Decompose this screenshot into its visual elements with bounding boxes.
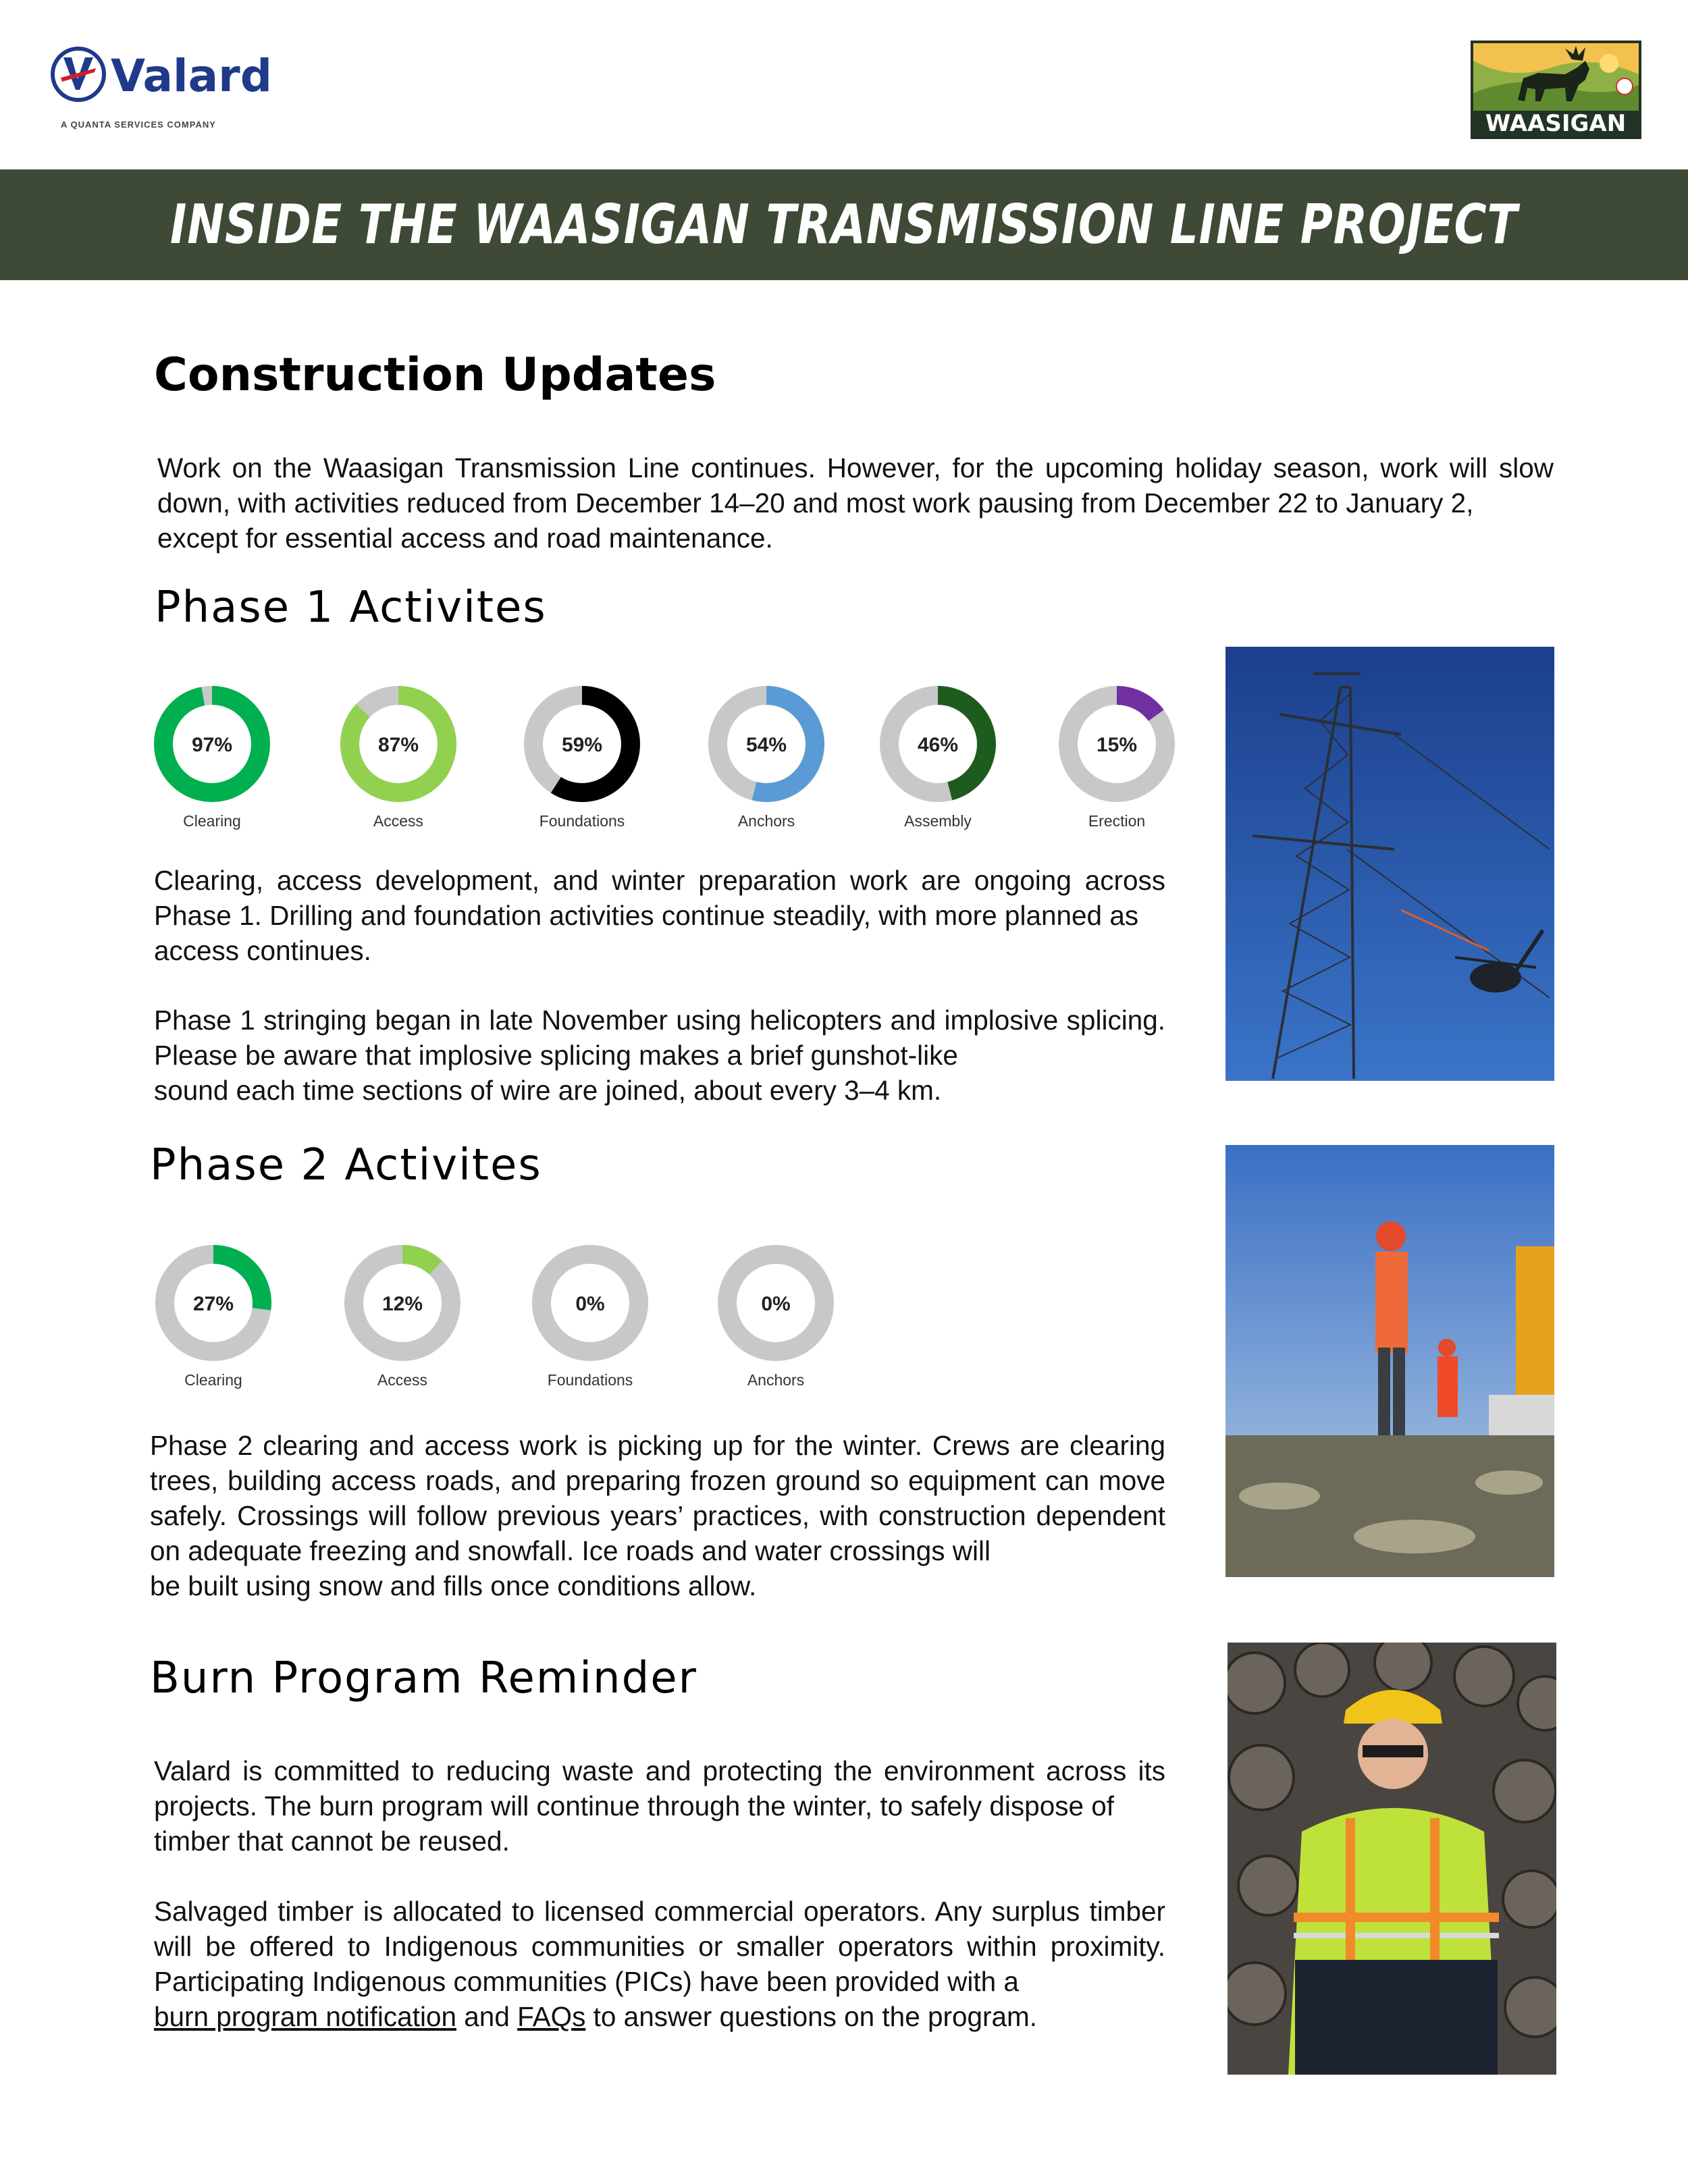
burn-paragraph-2: Salvaged timber is allocated to licensed commercial operators. Any surplus timber will be offered to Indigenous communities or smaller operators within proximity. Participating Indigenous communities (PICs) have been provided with a (154, 1896, 1165, 1997)
donut-label-foundations: Foundations (539, 812, 625, 830)
waasigan-logo (1471, 41, 1641, 139)
phase1-paragraph-2: Phase 1 stringing began in late November using helicopters and implosive splicing. Please be aware that implosive splicing makes a brief gunshot-like (154, 1005, 1165, 1071)
burn-program-heading: Burn Program Reminder (150, 1653, 697, 1703)
valard-tagline: A QUANTA SERVICES COMPANY (61, 119, 216, 130)
donut-value-anchors: 54% (745, 734, 787, 756)
donut-label-clearing: Clearing (184, 1371, 242, 1389)
donut-label-access: Access (377, 1371, 428, 1389)
burn-paragraph-1-last-line: timber that cannot be reused. (154, 1826, 510, 1857)
title-banner (0, 169, 1688, 280)
donut-value-access: 87% (377, 734, 419, 756)
donut-value-clearing: 97% (191, 734, 233, 756)
construction-intro-body: Work on the Waasigan Transmission Line continues. However, for the upcoming holiday season, work will slow down, with activities reduced from December 14–20 and most work pausing from December 22 to January 2, (157, 452, 1554, 518)
construction-intro-last-line: except for essential access and road maintenance. (157, 523, 773, 554)
burn-paragraph-2-last-line (154, 1999, 1165, 2034)
phase2-progress-chart (135, 1227, 1215, 1403)
photo-tower-helicopter (1225, 647, 1554, 1081)
donut-value-foundations: 59% (561, 734, 603, 756)
burn-paragraph-2-end: to answer questions on the program. (593, 2001, 1038, 2032)
phase2-paragraph-last-line: be built using snow and fills once conditions allow. (150, 1570, 757, 1601)
donut-value-assembly: 46% (917, 734, 959, 756)
phase2-heading: Phase 2 Activites (150, 1140, 542, 1190)
photo-worker-hivis (1228, 1643, 1556, 2075)
valard-logo (41, 37, 297, 138)
construction-updates-heading: Construction Updates (154, 348, 716, 402)
photo-crew-workers (1225, 1145, 1554, 1577)
phase1-paragraph-1: Clearing, access development, and winter preparation work are ongoing across Phase 1. Drilling and foundation activities continue steadily, with more planned as (154, 865, 1165, 931)
faqs-link[interactable]: FAQs (517, 2001, 586, 2032)
burn-and-text: and (464, 2001, 510, 2032)
banner-title: INSIDE THE WAASIGAN TRANSMISSION LINE PROJECT (169, 193, 1518, 256)
donut-label-foundations: Foundations (547, 1371, 633, 1389)
phase1-progress-chart (135, 668, 1215, 844)
phase1-paragraph-2-last-line: sound each time sections of wire are joined, about every 3–4 km. (154, 1075, 942, 1106)
donut-label-clearing: Clearing (183, 812, 241, 830)
valard-wordmark: Valard (111, 50, 272, 102)
burn-paragraph-1: Valard is committed to reducing waste and protecting the environment across its projects. The burn program will continue through the winter, to safely dispose of (154, 1755, 1165, 1821)
donut-value-foundations: 0% (575, 1293, 605, 1315)
donut-label-erection: Erection (1088, 812, 1146, 830)
waasigan-wordmark: WAASIGAN (1485, 110, 1627, 137)
phase1-heading: Phase 1 Activites (155, 583, 547, 633)
donut-value-clearing: 27% (192, 1293, 234, 1315)
donut-label-assembly: Assembly (904, 812, 972, 830)
donut-value-access: 12% (381, 1293, 423, 1315)
donut-label-access: Access (373, 812, 424, 830)
donut-label-anchors: Anchors (737, 812, 795, 830)
donut-value-anchors: 0% (761, 1293, 791, 1315)
burn-program-notification-link[interactable]: burn program notification (154, 2001, 456, 2032)
construction-intro (157, 450, 1554, 521)
donut-label-anchors: Anchors (747, 1371, 805, 1389)
phase2-paragraph: Phase 2 clearing and access work is picking up for the winter. Crews are clearing trees, building access roads, and preparing frozen ground so equipment can move safely. Crossings will follow previous years’ practices, with construction dependent on adequate freezing and snowfall. Ice roads and water crossings will (150, 1430, 1165, 1566)
donut-value-erection: 15% (1096, 734, 1138, 756)
phase1-paragraph-1-last-line: access continues. (154, 935, 371, 966)
